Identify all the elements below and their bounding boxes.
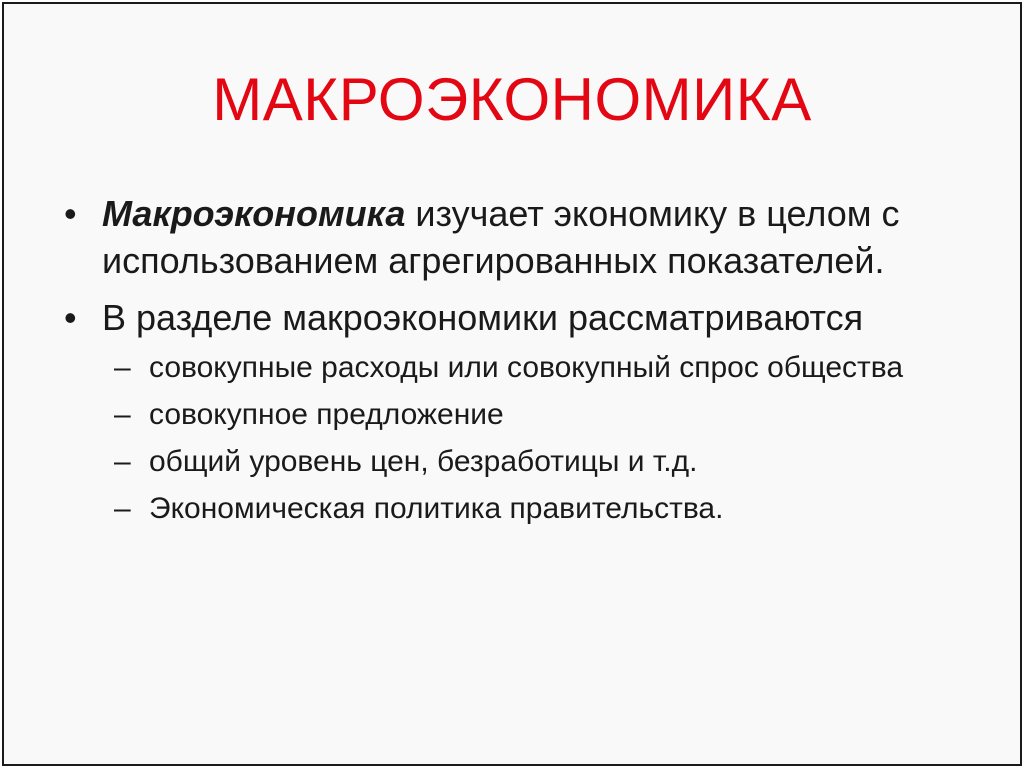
dash-marker: – xyxy=(114,398,131,431)
dash-marker: – xyxy=(114,445,131,478)
bullet-marker: • xyxy=(64,297,77,338)
bullet-text: В разделе макроэкономики рассматриваются xyxy=(102,297,864,338)
bullet-item-2 xyxy=(64,294,994,341)
sub-bullet-text: совокупные расходы или совокупный спрос общества xyxy=(149,351,904,384)
sub-bullet-list xyxy=(64,347,994,529)
dash-marker: – xyxy=(114,351,131,384)
bullet-item-1 xyxy=(64,190,994,284)
bullet-term: Макроэкономика xyxy=(102,193,406,234)
bullet-list xyxy=(64,190,994,529)
sub-bullet-text: общий уровень цен, безработицы и т.д. xyxy=(149,445,698,478)
sub-bullet-item xyxy=(64,488,994,529)
sub-bullet-item xyxy=(64,441,994,482)
sub-bullet-item xyxy=(64,347,994,388)
sub-bullet-text: Экономическая политика правительства. xyxy=(149,492,724,525)
sub-bullet-text: совокупное предложение xyxy=(149,398,504,431)
sub-bullet-item xyxy=(64,394,994,435)
bullet-text: изучает экономику в целом с использованием агрегированных показателей. xyxy=(102,193,900,281)
bullet-marker: • xyxy=(64,193,77,234)
slide-title: МАКРОЭКОНОМИКА xyxy=(212,66,812,133)
slide xyxy=(2,2,1022,766)
dash-marker: – xyxy=(114,492,131,525)
